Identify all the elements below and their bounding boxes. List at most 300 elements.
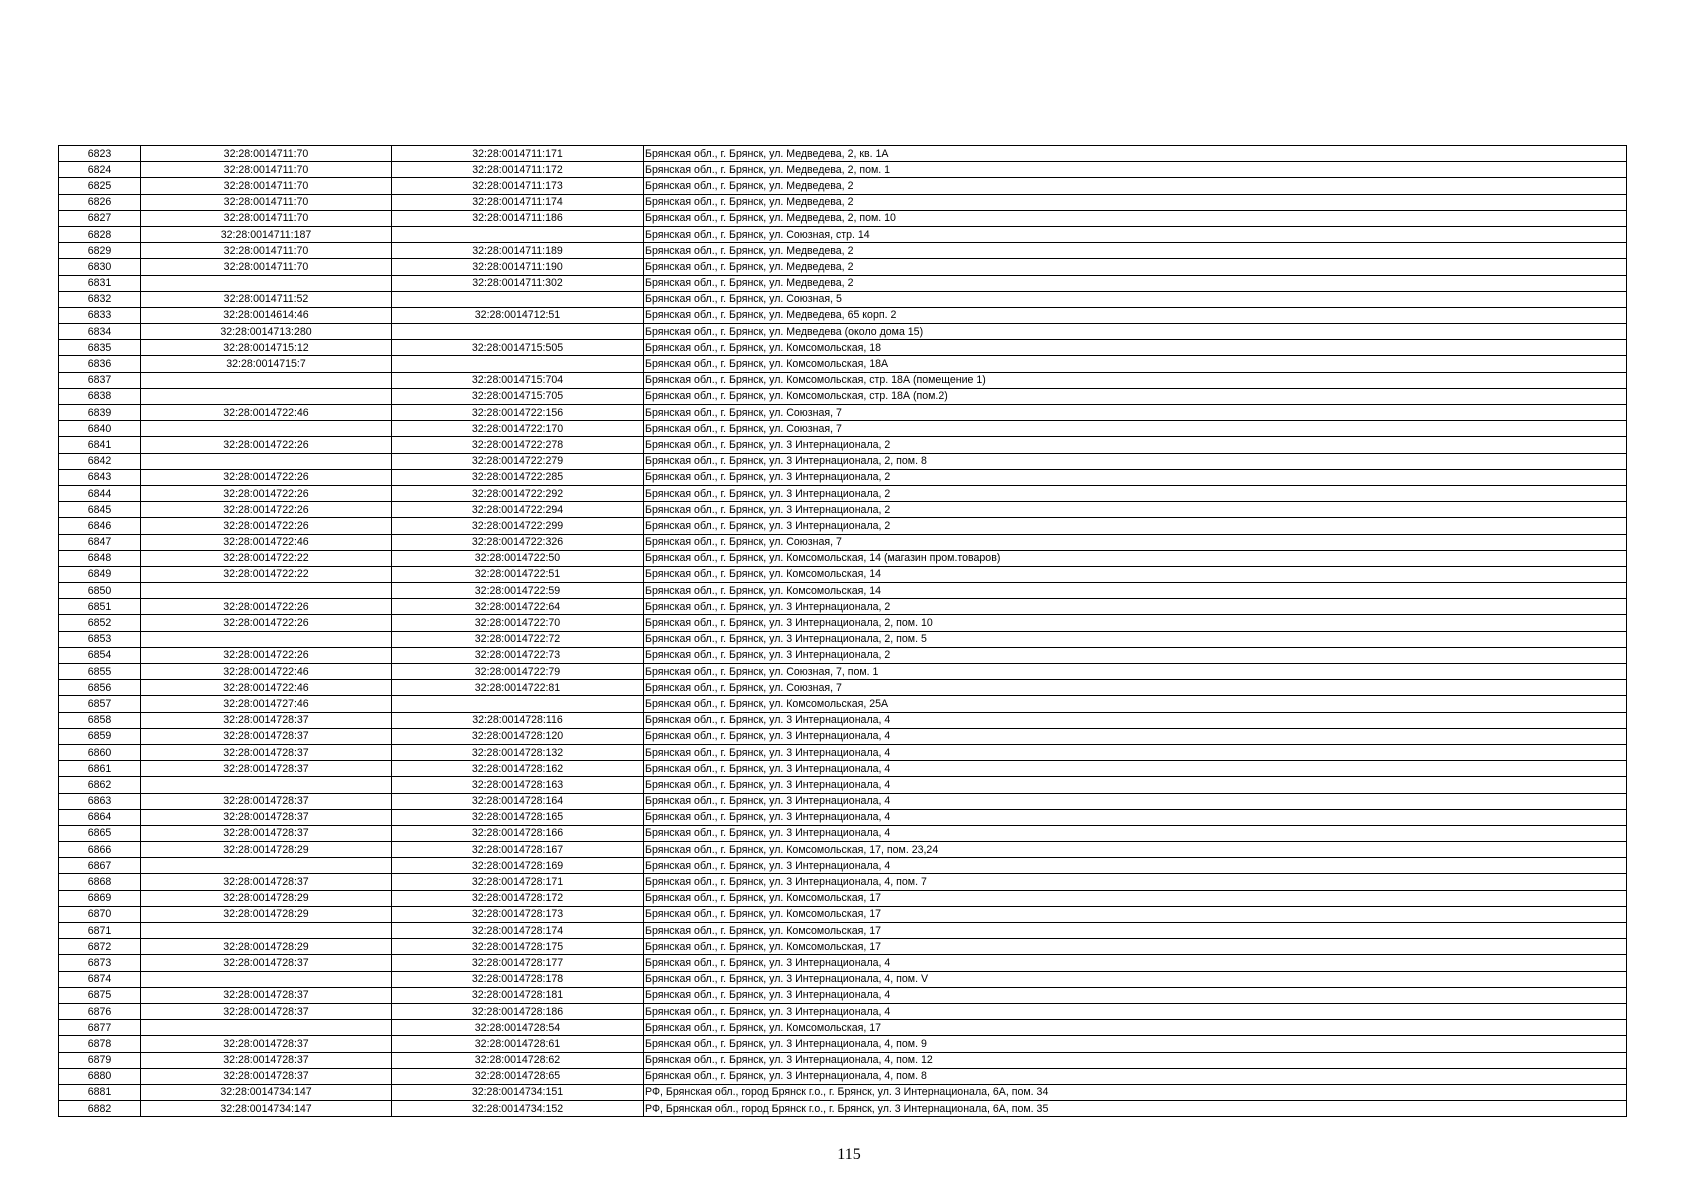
address-cell: РФ, Брянская обл., город Брянск г.о., г. Брянск, ул. 3 Интернационала, 6А, пом. 34 <box>644 1084 1627 1100</box>
object-number-cell: 32:28:0014722:294 <box>392 502 644 518</box>
row-number-cell: 6856 <box>59 680 141 696</box>
parcel-number-cell: 32:28:0014711:70 <box>141 194 392 210</box>
address-cell: Брянская обл., г. Брянск, ул. Комсомольская, 14 <box>644 566 1627 582</box>
parcel-number-cell: 32:28:0014728:37 <box>141 744 392 760</box>
table-row <box>59 340 1627 356</box>
address-cell: Брянская обл., г. Брянск, ул. 3 Интернационала, 2, пом. 10 <box>644 615 1627 631</box>
table-row <box>59 518 1627 534</box>
address-cell: Брянская обл., г. Брянск, ул. Комсомольская, 17 <box>644 923 1627 939</box>
address-cell: Брянская обл., г. Брянск, ул. Союзная, 5 <box>644 291 1627 307</box>
table-row <box>59 534 1627 550</box>
parcel-number-cell <box>141 971 392 987</box>
table-row <box>59 356 1627 372</box>
parcel-number-cell: 32:28:0014728:37 <box>141 761 392 777</box>
object-number-cell: 32:28:0014728:162 <box>392 761 644 777</box>
row-number-cell: 6875 <box>59 987 141 1003</box>
table-row <box>59 405 1627 421</box>
row-number-cell: 6873 <box>59 955 141 971</box>
parcel-number-cell: 32:28:0014734:147 <box>141 1084 392 1100</box>
table-row <box>59 712 1627 728</box>
parcel-number-cell: 32:28:0014722:26 <box>141 485 392 501</box>
object-number-cell: 32:28:0014711:173 <box>392 178 644 194</box>
table-row <box>59 777 1627 793</box>
parcel-number-cell: 32:28:0014711:52 <box>141 291 392 307</box>
row-number-cell: 6850 <box>59 583 141 599</box>
table-row <box>59 485 1627 501</box>
address-cell: Брянская обл., г. Брянск, ул. Медведева, 2 <box>644 275 1627 291</box>
parcel-number-cell: 32:28:0014728:29 <box>141 890 392 906</box>
parcel-number-cell: 32:28:0014722:26 <box>141 615 392 631</box>
table-row <box>59 793 1627 809</box>
parcel-number-cell: 32:28:0014722:26 <box>141 437 392 453</box>
table-row <box>59 615 1627 631</box>
parcel-number-cell: 32:28:0014722:26 <box>141 647 392 663</box>
row-number-cell: 6826 <box>59 194 141 210</box>
cadastral-table <box>58 145 1627 1117</box>
parcel-number-cell: 32:28:0014614:46 <box>141 307 392 323</box>
object-number-cell: 32:28:0014722:292 <box>392 485 644 501</box>
object-number-cell: 32:28:0014728:61 <box>392 1036 644 1052</box>
row-number-cell: 6834 <box>59 324 141 340</box>
row-number-cell: 6865 <box>59 825 141 841</box>
address-cell: Брянская обл., г. Брянск, ул. 3 Интернационала, 4 <box>644 809 1627 825</box>
address-cell: Брянская обл., г. Брянск, ул. Союзная, 7 <box>644 421 1627 437</box>
table-row <box>59 890 1627 906</box>
row-number-cell: 6854 <box>59 647 141 663</box>
row-number-cell: 6838 <box>59 388 141 404</box>
table-row <box>59 583 1627 599</box>
row-number-cell: 6829 <box>59 243 141 259</box>
parcel-number-cell <box>141 923 392 939</box>
parcel-number-cell: 32:28:0014728:37 <box>141 1068 392 1084</box>
address-cell: Брянская обл., г. Брянск, ул. Союзная, 7, пом. 1 <box>644 664 1627 680</box>
object-number-cell: 32:28:0014722:72 <box>392 631 644 647</box>
parcel-number-cell: 32:28:0014728:37 <box>141 874 392 890</box>
table-row <box>59 259 1627 275</box>
table-row <box>59 744 1627 760</box>
table-row <box>59 1020 1627 1036</box>
row-number-cell: 6863 <box>59 793 141 809</box>
address-cell: Брянская обл., г. Брянск, ул. Комсомольская, стр. 18А (пом.2) <box>644 388 1627 404</box>
address-cell: Брянская обл., г. Брянск, ул. Союзная, 7 <box>644 405 1627 421</box>
table-row <box>59 631 1627 647</box>
address-cell: Брянская обл., г. Брянск, ул. Комсомольская, 18 <box>644 340 1627 356</box>
object-number-cell: 32:28:0014722:79 <box>392 664 644 680</box>
row-number-cell: 6876 <box>59 1003 141 1019</box>
table-row <box>59 453 1627 469</box>
object-number-cell: 32:28:0014711:172 <box>392 162 644 178</box>
table-row <box>59 437 1627 453</box>
parcel-number-cell: 32:28:0014728:37 <box>141 809 392 825</box>
object-number-cell: 32:28:0014734:151 <box>392 1084 644 1100</box>
table-row <box>59 243 1627 259</box>
object-number-cell: 32:28:0014711:171 <box>392 146 644 162</box>
parcel-number-cell: 32:28:0014722:22 <box>141 550 392 566</box>
parcel-number-cell <box>141 583 392 599</box>
row-number-cell: 6874 <box>59 971 141 987</box>
object-number-cell <box>392 356 644 372</box>
address-cell: Брянская обл., г. Брянск, ул. 3 Интернационала, 4 <box>644 955 1627 971</box>
address-cell: Брянская обл., г. Брянск, ул. 3 Интернационала, 4 <box>644 744 1627 760</box>
row-number-cell: 6861 <box>59 761 141 777</box>
row-number-cell: 6833 <box>59 307 141 323</box>
page-number: 115 <box>837 1146 861 1163</box>
row-number-cell: 6849 <box>59 566 141 582</box>
row-number-cell: 6855 <box>59 664 141 680</box>
parcel-number-cell: 32:28:0014728:37 <box>141 1052 392 1068</box>
object-number-cell: 32:28:0014715:704 <box>392 372 644 388</box>
table-row <box>59 696 1627 712</box>
object-number-cell: 32:28:0014722:59 <box>392 583 644 599</box>
row-number-cell: 6840 <box>59 421 141 437</box>
address-cell: Брянская обл., г. Брянск, ул. Союзная, 7 <box>644 680 1627 696</box>
address-cell: Брянская обл., г. Брянск, ул. 3 Интернационала, 2 <box>644 518 1627 534</box>
row-number-cell: 6837 <box>59 372 141 388</box>
row-number-cell: 6862 <box>59 777 141 793</box>
object-number-cell: 32:28:0014728:181 <box>392 987 644 1003</box>
table-row <box>59 1036 1627 1052</box>
object-number-cell: 32:28:0014734:152 <box>392 1101 644 1117</box>
object-number-cell: 32:28:0014722:73 <box>392 647 644 663</box>
object-number-cell <box>392 696 644 712</box>
object-number-cell: 32:28:0014728:171 <box>392 874 644 890</box>
object-number-cell: 32:28:0014728:54 <box>392 1020 644 1036</box>
table-row <box>59 955 1627 971</box>
address-cell: Брянская обл., г. Брянск, ул. 3 Интернационала, 4, пом. 7 <box>644 874 1627 890</box>
object-number-cell: 32:28:0014728:132 <box>392 744 644 760</box>
parcel-number-cell: 32:28:0014722:26 <box>141 518 392 534</box>
parcel-number-cell <box>141 275 392 291</box>
object-number-cell: 32:28:0014722:278 <box>392 437 644 453</box>
address-cell: Брянская обл., г. Брянск, ул. 3 Интернационала, 4, пом. 12 <box>644 1052 1627 1068</box>
parcel-number-cell: 32:28:0014727:46 <box>141 696 392 712</box>
object-number-cell: 32:28:0014728:116 <box>392 712 644 728</box>
parcel-number-cell: 32:28:0014728:37 <box>141 1003 392 1019</box>
parcel-number-cell: 32:28:0014728:29 <box>141 842 392 858</box>
object-number-cell: 32:28:0014722:279 <box>392 453 644 469</box>
parcel-number-cell <box>141 421 392 437</box>
object-number-cell: 32:28:0014722:299 <box>392 518 644 534</box>
address-cell: Брянская обл., г. Брянск, ул. 3 Интернационала, 2 <box>644 647 1627 663</box>
parcel-number-cell: 32:28:0014711:70 <box>141 178 392 194</box>
row-number-cell: 6827 <box>59 210 141 226</box>
address-cell: Брянская обл., г. Брянск, ул. 3 Интернационала, 2, пом. 8 <box>644 453 1627 469</box>
table-row <box>59 502 1627 518</box>
table-row <box>59 324 1627 340</box>
address-cell: Брянская обл., г. Брянск, ул. 3 Интернационала, 2 <box>644 469 1627 485</box>
address-cell: Брянская обл., г. Брянск, ул. Комсомольская, 14 <box>644 583 1627 599</box>
row-number-cell: 6843 <box>59 469 141 485</box>
address-cell: Брянская обл., г. Брянск, ул. 3 Интернационала, 4 <box>644 987 1627 1003</box>
object-number-cell: 32:28:0014728:163 <box>392 777 644 793</box>
object-number-cell <box>392 324 644 340</box>
address-cell: Брянская обл., г. Брянск, ул. Медведева, 2, пом. 1 <box>644 162 1627 178</box>
row-number-cell: 6857 <box>59 696 141 712</box>
object-number-cell: 32:28:0014728:62 <box>392 1052 644 1068</box>
address-cell: Брянская обл., г. Брянск, ул. Медведева, 2 <box>644 178 1627 194</box>
row-number-cell: 6870 <box>59 906 141 922</box>
parcel-number-cell: 32:28:0014722:22 <box>141 566 392 582</box>
row-number-cell: 6853 <box>59 631 141 647</box>
row-number-cell: 6880 <box>59 1068 141 1084</box>
object-number-cell: 32:28:0014711:302 <box>392 275 644 291</box>
parcel-number-cell: 32:28:0014728:37 <box>141 825 392 841</box>
address-cell: Брянская обл., г. Брянск, ул. Медведева, 2 <box>644 194 1627 210</box>
table-row <box>59 1084 1627 1100</box>
address-cell: Брянская обл., г. Брянск, ул. Медведева, 2, пом. 10 <box>644 210 1627 226</box>
object-number-cell: 32:28:0014728:177 <box>392 955 644 971</box>
address-cell: Брянская обл., г. Брянск, ул. Медведева, 2 <box>644 259 1627 275</box>
address-cell: Брянская обл., г. Брянск, ул. 3 Интернационала, 4 <box>644 761 1627 777</box>
object-number-cell: 32:28:0014728:65 <box>392 1068 644 1084</box>
row-number-cell: 6878 <box>59 1036 141 1052</box>
parcel-number-cell: 32:28:0014715:12 <box>141 340 392 356</box>
parcel-number-cell <box>141 631 392 647</box>
row-number-cell: 6882 <box>59 1101 141 1117</box>
address-cell: Брянская обл., г. Брянск, ул. 3 Интернационала, 4, пом. 9 <box>644 1036 1627 1052</box>
parcel-number-cell: 32:28:0014722:26 <box>141 502 392 518</box>
row-number-cell: 6866 <box>59 842 141 858</box>
object-number-cell <box>392 291 644 307</box>
object-number-cell: 32:28:0014722:70 <box>392 615 644 631</box>
object-number-cell: 32:28:0014728:164 <box>392 793 644 809</box>
table-row <box>59 162 1627 178</box>
row-number-cell: 6859 <box>59 728 141 744</box>
row-number-cell: 6825 <box>59 178 141 194</box>
table-row <box>59 550 1627 566</box>
cadastral-table-body <box>59 146 1627 1117</box>
parcel-number-cell <box>141 388 392 404</box>
object-number-cell: 32:28:0014715:505 <box>392 340 644 356</box>
object-number-cell: 32:28:0014722:64 <box>392 599 644 615</box>
table-row <box>59 825 1627 841</box>
address-cell: Брянская обл., г. Брянск, ул. 3 Интернационала, 4 <box>644 858 1627 874</box>
parcel-number-cell <box>141 777 392 793</box>
table-row <box>59 987 1627 1003</box>
table-row <box>59 906 1627 922</box>
address-cell: Брянская обл., г. Брянск, ул. Комсомольская, 18А <box>644 356 1627 372</box>
parcel-number-cell: 32:28:0014722:46 <box>141 534 392 550</box>
object-number-cell: 32:28:0014728:169 <box>392 858 644 874</box>
address-cell: Брянская обл., г. Брянск, ул. Медведева, 65 корп. 2 <box>644 307 1627 323</box>
parcel-number-cell: 32:28:0014713:280 <box>141 324 392 340</box>
table-row <box>59 858 1627 874</box>
object-number-cell: 32:28:0014728:165 <box>392 809 644 825</box>
table-row <box>59 1003 1627 1019</box>
object-number-cell: 32:28:0014722:50 <box>392 550 644 566</box>
parcel-number-cell: 32:28:0014722:46 <box>141 405 392 421</box>
object-number-cell: 32:28:0014728:178 <box>392 971 644 987</box>
parcel-number-cell: 32:28:0014728:37 <box>141 1036 392 1052</box>
parcel-number-cell: 32:28:0014722:46 <box>141 680 392 696</box>
row-number-cell: 6877 <box>59 1020 141 1036</box>
parcel-number-cell: 32:28:0014728:37 <box>141 955 392 971</box>
row-number-cell: 6867 <box>59 858 141 874</box>
table-row <box>59 809 1627 825</box>
address-cell: Брянская обл., г. Брянск, ул. 3 Интернационала, 4 <box>644 1003 1627 1019</box>
address-cell: Брянская обл., г. Брянск, ул. 3 Интернационала, 4, пом. 8 <box>644 1068 1627 1084</box>
row-number-cell: 6872 <box>59 939 141 955</box>
address-cell: Брянская обл., г. Брянск, ул. Медведева (около дома 15) <box>644 324 1627 340</box>
table-row <box>59 421 1627 437</box>
table-row <box>59 874 1627 890</box>
row-number-cell: 6858 <box>59 712 141 728</box>
parcel-number-cell: 32:28:0014722:26 <box>141 599 392 615</box>
parcel-number-cell: 32:28:0014715:7 <box>141 356 392 372</box>
address-cell: Брянская обл., г. Брянск, ул. Комсомольская, 14 (магазин пром.товаров) <box>644 550 1627 566</box>
row-number-cell: 6852 <box>59 615 141 631</box>
parcel-number-cell: 32:28:0014722:46 <box>141 664 392 680</box>
table-row <box>59 388 1627 404</box>
address-cell: Брянская обл., г. Брянск, ул. Комсомольская, 25А <box>644 696 1627 712</box>
address-cell: Брянская обл., г. Брянск, ул. Комсомольская, стр. 18А (помещение 1) <box>644 372 1627 388</box>
row-number-cell: 6830 <box>59 259 141 275</box>
object-number-cell: 32:28:0014712:51 <box>392 307 644 323</box>
object-number-cell: 32:28:0014722:285 <box>392 469 644 485</box>
row-number-cell: 6844 <box>59 485 141 501</box>
object-number-cell: 32:28:0014722:81 <box>392 680 644 696</box>
address-cell: Брянская обл., г. Брянск, ул. 3 Интернационала, 4 <box>644 793 1627 809</box>
table-row <box>59 566 1627 582</box>
address-cell: Брянская обл., г. Брянск, ул. 3 Интернационала, 4 <box>644 712 1627 728</box>
parcel-number-cell: 32:28:0014722:26 <box>141 469 392 485</box>
object-number-cell: 32:28:0014728:172 <box>392 890 644 906</box>
address-cell: Брянская обл., г. Брянск, ул. Комсомольская, 17, пом. 23,24 <box>644 842 1627 858</box>
table-row <box>59 178 1627 194</box>
parcel-number-cell: 32:28:0014728:29 <box>141 906 392 922</box>
parcel-number-cell: 32:28:0014711:70 <box>141 259 392 275</box>
address-cell: Брянская обл., г. Брянск, ул. Медведева, 2 <box>644 243 1627 259</box>
object-number-cell: 32:28:0014711:186 <box>392 210 644 226</box>
table-row <box>59 146 1627 162</box>
row-number-cell: 6842 <box>59 453 141 469</box>
table-row <box>59 728 1627 744</box>
table-row <box>59 923 1627 939</box>
parcel-number-cell: 32:28:0014711:70 <box>141 146 392 162</box>
table-row <box>59 842 1627 858</box>
parcel-number-cell <box>141 453 392 469</box>
parcel-number-cell: 32:28:0014711:70 <box>141 210 392 226</box>
row-number-cell: 6860 <box>59 744 141 760</box>
table-row <box>59 971 1627 987</box>
row-number-cell: 6828 <box>59 226 141 242</box>
row-number-cell: 6841 <box>59 437 141 453</box>
row-number-cell: 6879 <box>59 1052 141 1068</box>
table-row <box>59 647 1627 663</box>
parcel-number-cell <box>141 858 392 874</box>
table-row <box>59 1052 1627 1068</box>
row-number-cell: 6869 <box>59 890 141 906</box>
row-number-cell: 6864 <box>59 809 141 825</box>
object-number-cell <box>392 226 644 242</box>
row-number-cell: 6824 <box>59 162 141 178</box>
parcel-number-cell: 32:28:0014734:147 <box>141 1101 392 1117</box>
object-number-cell: 32:28:0014728:167 <box>392 842 644 858</box>
parcel-number-cell: 32:28:0014711:70 <box>141 243 392 259</box>
table-row <box>59 210 1627 226</box>
address-cell: Брянская обл., г. Брянск, ул. Союзная, стр. 14 <box>644 226 1627 242</box>
row-number-cell: 6823 <box>59 146 141 162</box>
address-cell: Брянская обл., г. Брянск, ул. 3 Интернационала, 2 <box>644 599 1627 615</box>
address-cell: Брянская обл., г. Брянск, ул. 3 Интернационала, 4 <box>644 825 1627 841</box>
address-cell: Брянская обл., г. Брянск, ул. 3 Интернационала, 4 <box>644 777 1627 793</box>
table-row <box>59 939 1627 955</box>
row-number-cell: 6881 <box>59 1084 141 1100</box>
object-number-cell: 32:28:0014728:120 <box>392 728 644 744</box>
table-row <box>59 469 1627 485</box>
address-cell: Брянская обл., г. Брянск, ул. Союзная, 7 <box>644 534 1627 550</box>
address-cell: Брянская обл., г. Брянск, ул. Комсомольская, 17 <box>644 939 1627 955</box>
table-row <box>59 680 1627 696</box>
address-cell: Брянская обл., г. Брянск, ул. Комсомольская, 17 <box>644 906 1627 922</box>
row-number-cell: 6831 <box>59 275 141 291</box>
object-number-cell: 32:28:0014711:189 <box>392 243 644 259</box>
address-cell: РФ, Брянская обл., город Брянск г.о., г. Брянск, ул. 3 Интернационала, 6А, пом. 35 <box>644 1101 1627 1117</box>
table-row <box>59 194 1627 210</box>
table-row <box>59 291 1627 307</box>
address-cell: Брянская обл., г. Брянск, ул. 3 Интернационала, 2 <box>644 485 1627 501</box>
table-row <box>59 1068 1627 1084</box>
row-number-cell: 6847 <box>59 534 141 550</box>
object-number-cell: 32:28:0014715:705 <box>392 388 644 404</box>
address-cell: Брянская обл., г. Брянск, ул. 3 Интернационала, 2 <box>644 502 1627 518</box>
object-number-cell: 32:28:0014722:326 <box>392 534 644 550</box>
table-row <box>59 599 1627 615</box>
parcel-number-cell: 32:28:0014728:37 <box>141 987 392 1003</box>
address-cell: Брянская обл., г. Брянск, ул. Медведева, 2, кв. 1А <box>644 146 1627 162</box>
table-row <box>59 226 1627 242</box>
row-number-cell: 6835 <box>59 340 141 356</box>
table-row <box>59 664 1627 680</box>
object-number-cell: 32:28:0014711:190 <box>392 259 644 275</box>
row-number-cell: 6832 <box>59 291 141 307</box>
object-number-cell: 32:28:0014722:170 <box>392 421 644 437</box>
object-number-cell: 32:28:0014728:174 <box>392 923 644 939</box>
object-number-cell: 32:28:0014722:51 <box>392 566 644 582</box>
table-row <box>59 372 1627 388</box>
address-cell: Брянская обл., г. Брянск, ул. 3 Интернационала, 2 <box>644 437 1627 453</box>
address-cell: Брянская обл., г. Брянск, ул. 3 Интернационала, 4, пом. V <box>644 971 1627 987</box>
object-number-cell: 32:28:0014722:156 <box>392 405 644 421</box>
object-number-cell: 32:28:0014728:175 <box>392 939 644 955</box>
parcel-number-cell <box>141 372 392 388</box>
row-number-cell: 6836 <box>59 356 141 372</box>
parcel-number-cell: 32:28:0014728:37 <box>141 793 392 809</box>
row-number-cell: 6871 <box>59 923 141 939</box>
parcel-number-cell: 32:28:0014711:187 <box>141 226 392 242</box>
parcel-number-cell <box>141 1020 392 1036</box>
address-cell: Брянская обл., г. Брянск, ул. Комсомольская, 17 <box>644 1020 1627 1036</box>
row-number-cell: 6868 <box>59 874 141 890</box>
object-number-cell: 32:28:0014728:173 <box>392 906 644 922</box>
row-number-cell: 6839 <box>59 405 141 421</box>
table-row <box>59 1101 1627 1117</box>
parcel-number-cell: 32:28:0014728:37 <box>141 728 392 744</box>
object-number-cell: 32:28:0014728:166 <box>392 825 644 841</box>
row-number-cell: 6845 <box>59 502 141 518</box>
row-number-cell: 6851 <box>59 599 141 615</box>
row-number-cell: 6846 <box>59 518 141 534</box>
table-row <box>59 761 1627 777</box>
parcel-number-cell: 32:28:0014728:37 <box>141 712 392 728</box>
address-cell: Брянская обл., г. Брянск, ул. Комсомольская, 17 <box>644 890 1627 906</box>
table-row <box>59 275 1627 291</box>
table-row <box>59 307 1627 323</box>
parcel-number-cell: 32:28:0014728:29 <box>141 939 392 955</box>
row-number-cell: 6848 <box>59 550 141 566</box>
address-cell: Брянская обл., г. Брянск, ул. 3 Интернационала, 4 <box>644 728 1627 744</box>
object-number-cell: 32:28:0014728:186 <box>392 1003 644 1019</box>
